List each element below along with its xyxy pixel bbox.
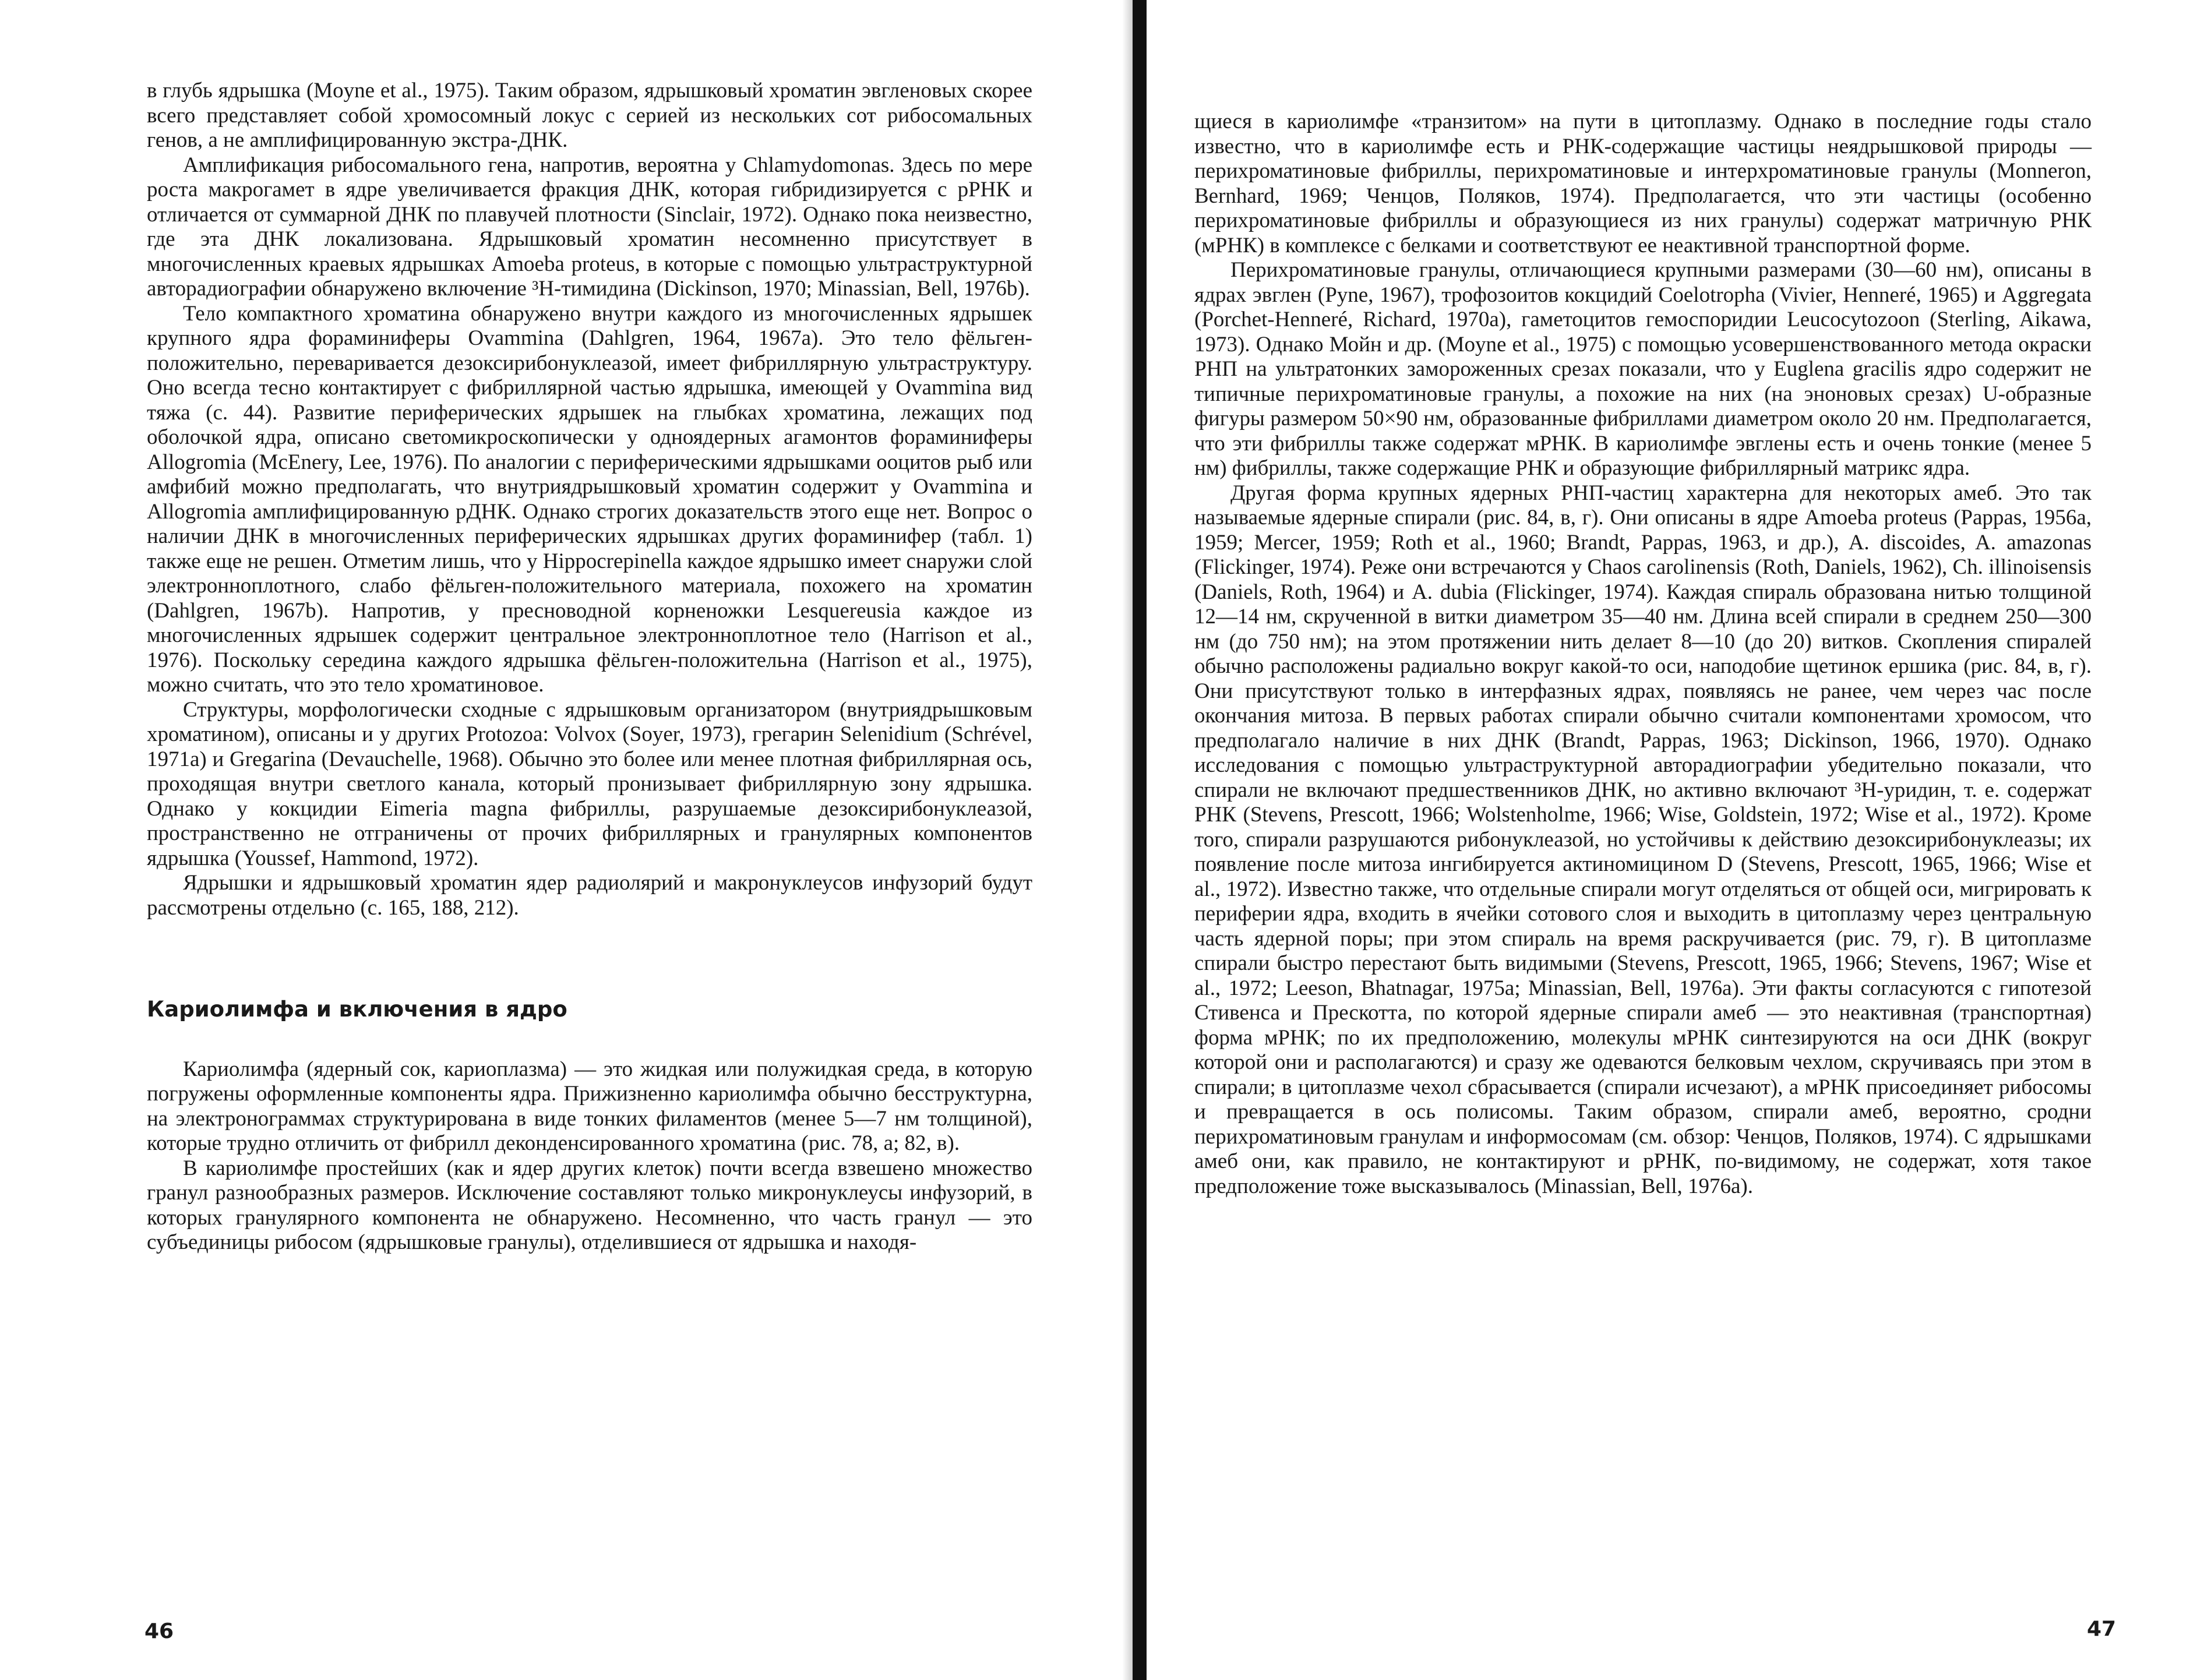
left-text-column [147, 79, 1032, 1255]
page-number-left: 46 [144, 1619, 174, 1643]
book-gutter [1133, 0, 1147, 1680]
left-paragraph-5: Ядрышки и ядрышковый хроматин ядер радиолярий и макронуклеусов инфузорий будут рассмотрены отдельно (с. 165, 188, 212). [147, 871, 1032, 920]
right-text-column [1194, 110, 2092, 1199]
page-number-right: 47 [2087, 1617, 2117, 1641]
left-paragraph-3: Тело компактного хроматина обнаружено внутри каждого из многочисленных ядрышек крупного ядра фораминиферы Ovammina (Dahlgren, 1964, 1967a). Это тело фёльген-положительно, переваривается дезоксирибонуклеазой, имеет фибриллярную ультраструктуру. Оно всегда тесно контактирует с фибриллярной частью ядрышка, имеющей у Ovammina вид тяжа (с. 44). Развитие периферических ядрышек на глыбках хроматина, лежащих под оболочкой ядра, описано светомикроскопически у одноядерных агамонтов фораминиферы Allogromia (McEnery, Lee, 1976). По аналогии с периферическими ядрышками ооцитов рыб или амфибий можно предполагать, что внутриядрышковый хроматин содержит у Ovammina и Allogromia амплифицированную рДНК. Однако строгих доказательств этого еще нет. Вопрос о наличии ДНК в многочисленных периферических ядрышках других фораминифер (табл. 1) также еще не решен. Отметим лишь, что у Hippocrepinella каждое ядрышко имеет снаружи слой электронноплотного, слабо фёльген-положительного материала, похожего на хроматин (Dahlgren, 1967b). Напротив, у пресноводной корненожки Lesquereusia каждое из многочисленных ядрышек содержит центральное электронноплотное тело (Harrison et al., 1976). Поскольку середина каждого ядрышка фёльген-положительна (Harrison et al., 1975), можно считать, что это тело хроматиновое. [147, 301, 1032, 697]
left-paragraph-1: в глубь ядрышка (Moyne et al., 1975). Таким образом, ядрышковый хроматин эвгленовых скорее всего представляет собой хромосомный локус с серией из нескольких сот рибосомальных генов, а не амплифицированную экстра-ДНК. [147, 79, 1032, 152]
left-paragraph-4: Структуры, морфологически сходные с ядрышковым организатором (внутриядрышковым хроматином), описаны и у других Protozoa: Volvox (Soyer, 1973), грегарин Selenidium (Schrével, 1971a) и Gregarina (Devauchelle, 1968). Обычно это более или менее плотная фибриллярная ось, проходящая внутри светлого канала, который пронизывает фибриллярную зону ядрышка. Однако у кокцидии Eimeria magna фибриллы, разрушаемые дезоксирибонуклеазой, пространственно не отграничены от прочих фибриллярных и гранулярных компонентов ядрышка (Youssef, Hammond, 1972). [147, 697, 1032, 870]
section-paragraph-2: В кариолимфе простейших (как и ядер других клеток) почти всегда взвешено множество гранул разнообразных размеров. Исключение составляют только микронуклеусы инфузорий, в которых гранулярного компонента не обнаружено. Несомненно, что часть гранул — это субъединицы рибосом (ядрышковые гранулы), отделившиеся от ядрышка и находя- [147, 1156, 1032, 1254]
section-heading: Кариолимфа и включения в ядро [147, 997, 567, 1022]
gutter-shadow [1122, 0, 1133, 1680]
right-page [1147, 0, 2204, 1680]
section-paragraph-1: Кариолимфа (ядерный сок, кариоплазма) — это жидкая или полужидкая среда, в которую погружены оформленные компоненты ядра. Прижизненно кариолимфа обычно бесструктурна, на электронограммах структурирована в виде тонких филаментов (менее 5—7 нм толщиной), которые трудно отличить от фибрилл деконденсированного хроматина (рис. 78, а; 82, в). [147, 1057, 1032, 1155]
right-paragraph-2: Перихроматиновые гранулы, отличающиеся крупными размерами (30—60 нм), описаны в ядрах эвглен (Pyne, 1967), трофозоитов кокцидий Coelotropha (Vivier, Henneré, 1965) и Aggregata (Porchet-Henneré, Richard, 1970a), гаметоцитов гемоспоридии Leucocytozoon (Sterling, Aikawa, 1973). Однако Мойн и др. (Moyne et al., 1975) с помощью усовершенствованного метода окраски РНП на ультратонких замороженных срезах показали, что у Euglena gracilis ядро содержит не типичные перихроматиновые гранулы, а похожие на них (на эноновых срезах) U-образные фигуры размером 50×90 нм, образованные фибриллами диаметром около 20 нм. Предполагается, что эти фибриллы также содержат мРНК. В кариолимфе эвглены есть и очень тонкие (менее 5 нм) фибриллы, также содержащие РНК и образующие фибриллярный матрикс ядра. [1194, 258, 2092, 480]
right-paragraph-1: щиеся в кариолимфе «транзитом» на пути в цитоплазму. Однако в последние годы стало известно, что в кариолимфе есть и РНК-содержащие частицы неядрышковой природы — перихроматиновые фибриллы, перихроматиновые и интерхроматиновые гранулы (Monneron, Bernhard, 1969; Ченцов, Поляков, 1974). Предполагается, что эти частицы (особенно перихроматиновые фибриллы и образующиеся из них гранулы) содержат матричную РНК (мРНК) в комплексе с белками и соответствуют ее неактивной транспортной форме. [1194, 110, 2092, 257]
right-paragraph-3: Другая форма крупных ядерных РНП-частиц характерна для некоторых амеб. Это так называемые ядерные спирали (рис. 84, в, г). Они описаны в ядре Amoeba proteus (Pappas, 1956a, 1959; Mercer, 1959; Roth et al., 1960; Brandt, Pappas, 1963, и др.), A. discoides, A. amazonas (Flickinger, 1974). Реже они встречаются у Chaos carolinensis (Roth, Daniels, 1962), Ch. illinoisensis (Daniels, Roth, 1964) и A. dubia (Flickinger, 1974). Каждая спираль образована нитью толщиной 12—14 нм, скрученной в витки диаметром 35—40 нм. Длина всей спирали в среднем 250—300 нм (до 750 нм); на этом протяжении нить делает 8—10 (до 20) витков. Скопления спиралей обычно расположены радиально вокруг какой-то оси, наподобие щетинок ершика (рис. 84, в, г). Они присутствуют только в интерфазных ядрах, появляясь не ранее, чем через час после окончания митоза. В первых работах спирали обычно считали компонентами хромосом, что предполагало наличие в них ДНК (Brandt, Pappas, 1963; Dickinson, 1966, 1970). Однако исследования с помощью ультраструктурной авторадиографии убедительно показали, что спирали не включают предшественников ДНК, но активно включают ³H-уридин, т. е. содержат РНК (Stevens, Prescott, 1966; Wolstenholme, 1966; Wise, Goldstein, 1972; Wise et al., 1972). Кроме того, спирали разрушаются рибонуклеазой, но устойчивы к действию дезоксирибонуклеазы; их появление после митоза ингибируется актиномицином D (Stevens, Prescott, 1965, 1966; Wise et al., 1972). Известно также, что отдельные спирали могут отделяться от общей оси, мигрировать к периферии ядра, входить в ячейки сотового слоя и выходить в цитоплазму через центральную часть ядерной поры; при этом спираль на время раскручивается (рис. 79, г). В цитоплазме спирали быстро перестают быть видимыми (Stevens, Prescott, 1965, 1966; Stevens, 1967; Wise et al., 1972; Leeson, Bhatnagar, 1975a; Minassian, Bell, 1976a). Эти факты согласуются с гипотезой Стивенса и Прескотта, по которой ядерные спирали амеб — это неактивная (транспортная) форма мРНК; по их предположению, молекулы мРНК синтезируются на оси ДНК (вокруг которой они и располагаются) и сразу же одеваются белковым чехлом, скручиваясь при этом в спирали; в цитоплазме чехол сбрасывается (спирали исчезают), а мРНК присоединяет рибосомы и превращается в ось полисомы. Таким образом, спирали амеб, вероятно, сродни перихроматиновым гранулам и информосомам (см. обзор: Ченцов, Поляков, 1974). С ядрышками амеб они, как правило, не контактируют и рРНК, по-видимому, не содержат, хотя такое предположение тоже высказывалось (Minassian, Bell, 1976a). [1194, 481, 2092, 1198]
left-paragraph-2: Амплификация рибосомального гена, напротив, вероятна у Chlamydomonas. Здесь по мере роста макрогамет в ядре увеличивается фракция ДНК, которая гибридизируется с рРНК и отличается от суммарной ДНК по плавучей плотности (Sinclair, 1972). Однако пока неизвестно, где эта ДНК локализована. Ядрышковый хроматин несомненно присутствует в многочисленных краевых ядрышках Amoeba proteus, в которые с помощью ультраструктурной авторадиографии обнаружено включение ³H-тимидина (Dickinson, 1970; Minassian, Bell, 1976b). [147, 153, 1032, 301]
